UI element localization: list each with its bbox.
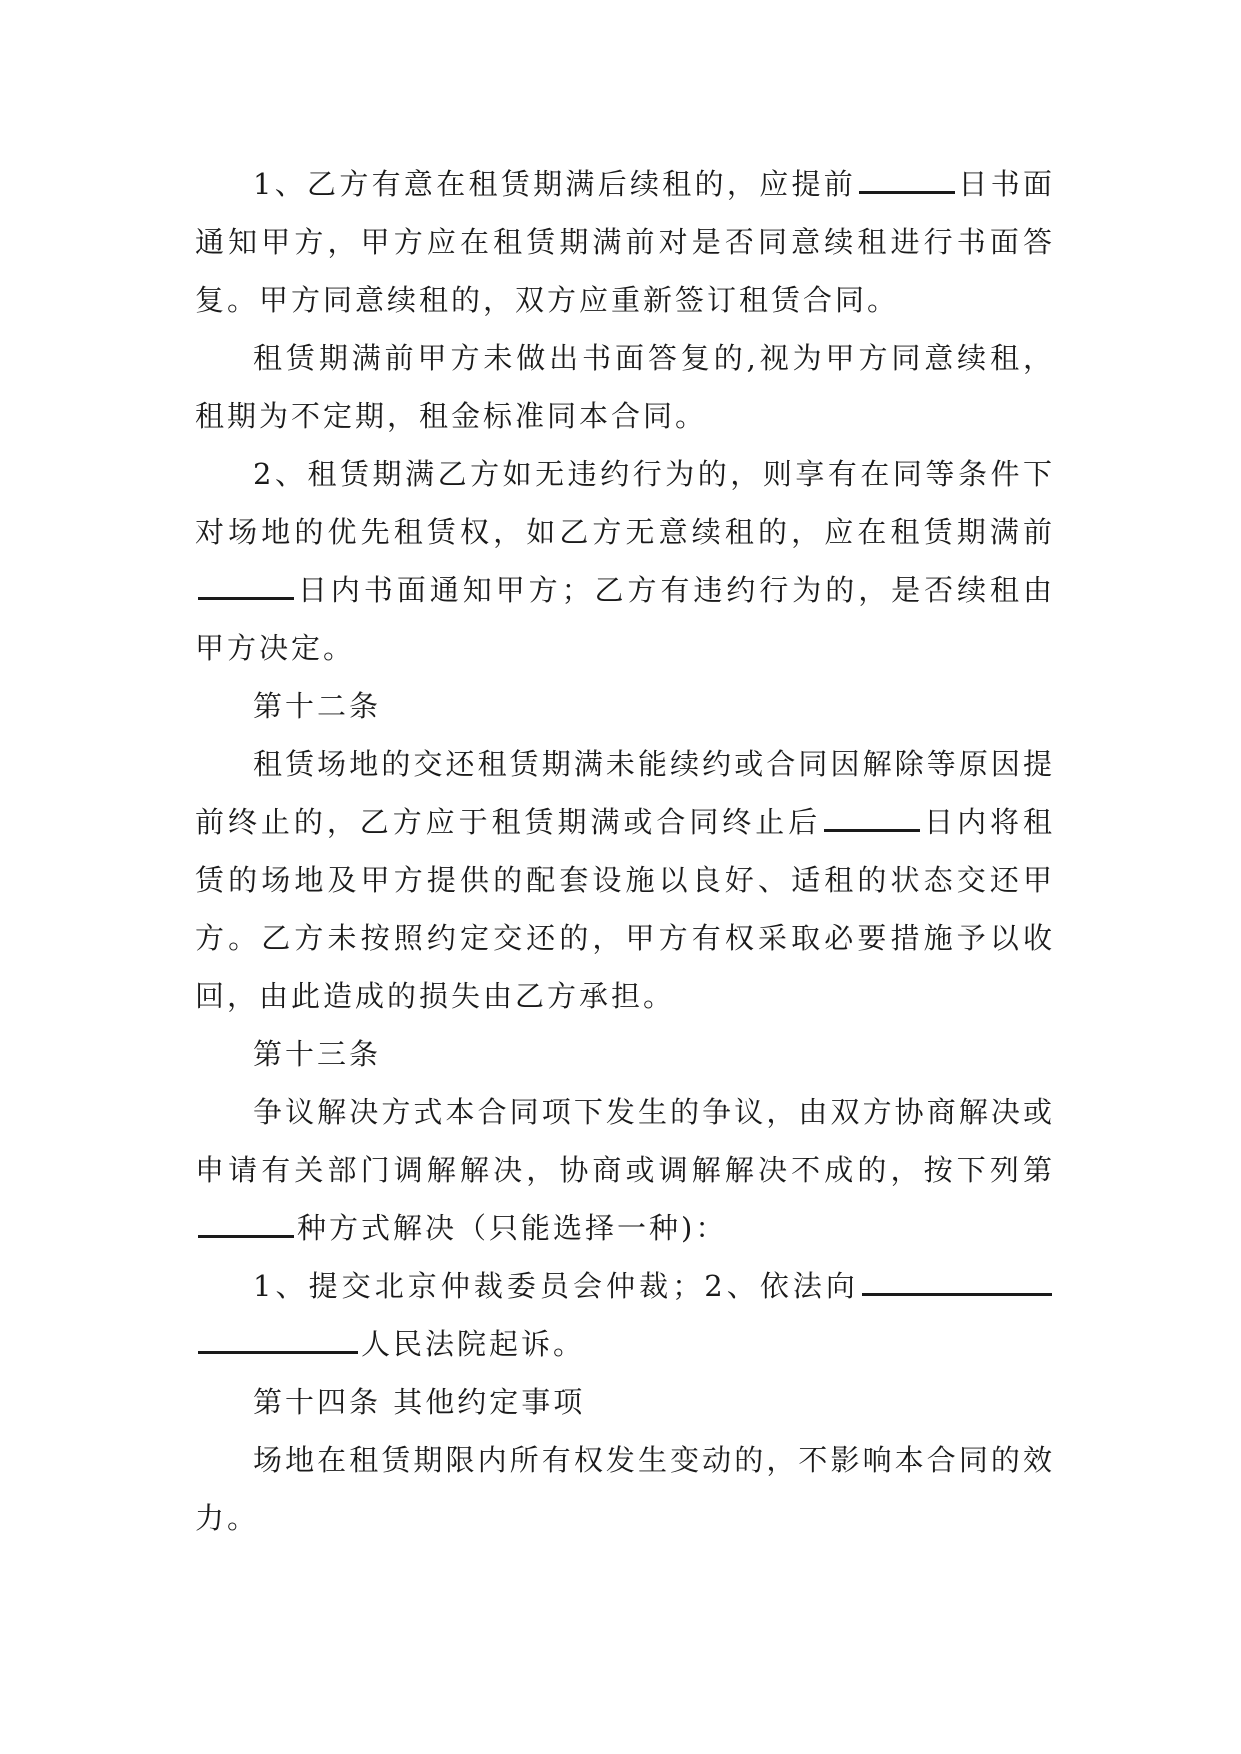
text-segment: 人民法院起诉。	[361, 1327, 586, 1361]
text-segment: 日内书面通知甲方；乙方有违约行为的，是否续租由甲方决定。	[195, 573, 1055, 665]
clause-default-renewal: 租赁期满前甲方未做出书面答复的,视为甲方同意续租，租期为不定期，租金标准同本合同。	[195, 341, 1055, 433]
document-body	[195, 155, 1055, 1547]
text-segment: 1、提交北京仲裁委员会仲裁；2、依法向	[253, 1269, 859, 1303]
text-segment: 日书面通知甲方，甲方应在租赁期满前对是否同意续租进行书面答复。甲方同意续租的，双方应重新签订租赁合同。	[195, 167, 1055, 317]
fill-blank	[198, 1325, 358, 1354]
article-13-heading: 第十三条	[253, 1037, 382, 1071]
clause-priority-lease	[195, 445, 1055, 677]
fill-blank	[198, 1209, 294, 1238]
text-segment: 种方式解决（只能选择一种)：	[297, 1211, 728, 1245]
text-segment: 日内将租赁的场地及甲方提供的配套设施以良好、适租的状态交还甲方。乙方未按照约定交还的，甲方有权采取必要措施予以收回，由此造成的损失由乙方承担。	[195, 805, 1055, 1013]
fill-blank	[862, 1267, 1052, 1296]
article-14-heading: 第十四条 其他约定事项	[253, 1385, 586, 1419]
fill-blank	[859, 165, 955, 194]
clause-renewal-notice	[195, 155, 1055, 329]
text-segment: 1、乙方有意在租赁期满后续租的，应提前	[253, 167, 857, 201]
clause-dispute-resolution	[195, 1083, 1055, 1257]
text-segment: 租赁场地的交还租赁期满未能续约或合同因解除等原因提前终止的，乙方应于租赁期满或合同终止后	[195, 747, 1055, 839]
fill-blank	[198, 571, 294, 600]
article-12-heading: 第十二条	[253, 689, 382, 723]
clause-dispute-options	[195, 1257, 1055, 1373]
clause-return-site	[195, 735, 1055, 1025]
text-segment: 争议解决方式本合同项下发生的争议，由双方协商解决或申请有关部门调解解决，协商或调解解决不成的，按下列第	[195, 1095, 1055, 1187]
fill-blank	[824, 803, 920, 832]
text-segment: 2、租赁期满乙方如无违约行为的，则享有在同等条件下对场地的优先租赁权，如乙方无意续租的，应在租赁期满前	[195, 457, 1055, 549]
clause-ownership-change: 场地在租赁期限内所有权发生变动的，不影响本合同的效力。	[195, 1443, 1055, 1535]
